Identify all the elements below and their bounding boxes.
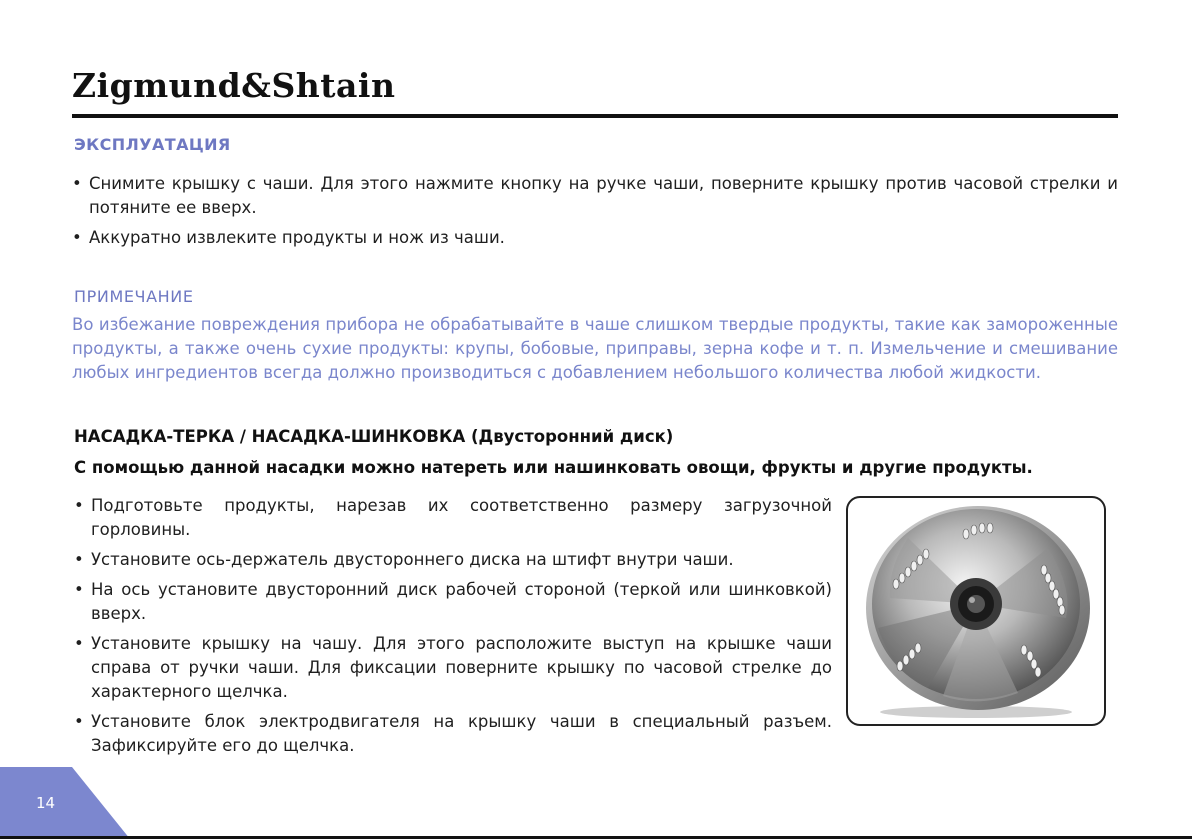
grater-subheading: С помощью данной насадки можно натереть или нашинковать овощи, фрукты и другие продукты. — [74, 458, 1033, 477]
page-number: 14 — [36, 794, 56, 812]
list-item: • Установите ось-держатель двустороннего диска на штифт внутри чаши. — [74, 548, 832, 572]
grater-heading: НАСАДКА-ТЕРКА / НАСАДКА-ШИНКОВКА (Двусторонний диск) — [74, 427, 674, 446]
grater-list — [74, 494, 832, 764]
header-rule — [72, 114, 1118, 118]
note-heading: ПРИМЕЧАНИЕ — [74, 287, 194, 306]
list-item: • На ось установите двусторонний диск рабочей стороной (теркой или шинковкой) вверх. — [74, 578, 832, 626]
list-item: • Установите блок электродвигателя на крышку чаши в специальный разъем. Зафиксируйте его до щелчка. — [74, 710, 832, 758]
list-item: • Снимите крышку с чаши. Для этого нажмите кнопку на ручке чаши, поверните крышку против часовой стрелки и потяните ее вверх. — [72, 172, 1118, 220]
list-item: • Аккуратно извлеките продукты и нож из чаши. — [72, 226, 1118, 250]
list-item: • Подготовьте продукты, нарезав их соответственно размеру загрузочной горловины. — [74, 494, 832, 542]
disc-photo-frame — [846, 496, 1106, 726]
brand-logo: Zigmund&Shtain — [72, 66, 396, 105]
page-corner-decoration — [0, 767, 130, 839]
note-text: Во избежание повреждения прибора не обрабатывайте в чаше слишком твердые продукты, такие как замороженные продукты, а также очень сухие продукты: крупы, бобовые, приправы, зерна кофе и т. п. Измельчение и смешивание любых ингредиентов всегда должно производиться с добавлением небольшого количества любой жидкости. — [72, 315, 1118, 382]
list-item: • Установите крышку на чашу. Для этого расположите выступ на крышке чаши справа от ручки чаши. Для фиксации поверните крышку по часовой стрелке до характерного щелчка. — [74, 632, 832, 704]
operation-heading: ЭКСПЛУАТАЦИЯ — [74, 135, 231, 154]
grater-disc-image — [848, 498, 1104, 724]
operation-list — [72, 172, 1118, 256]
